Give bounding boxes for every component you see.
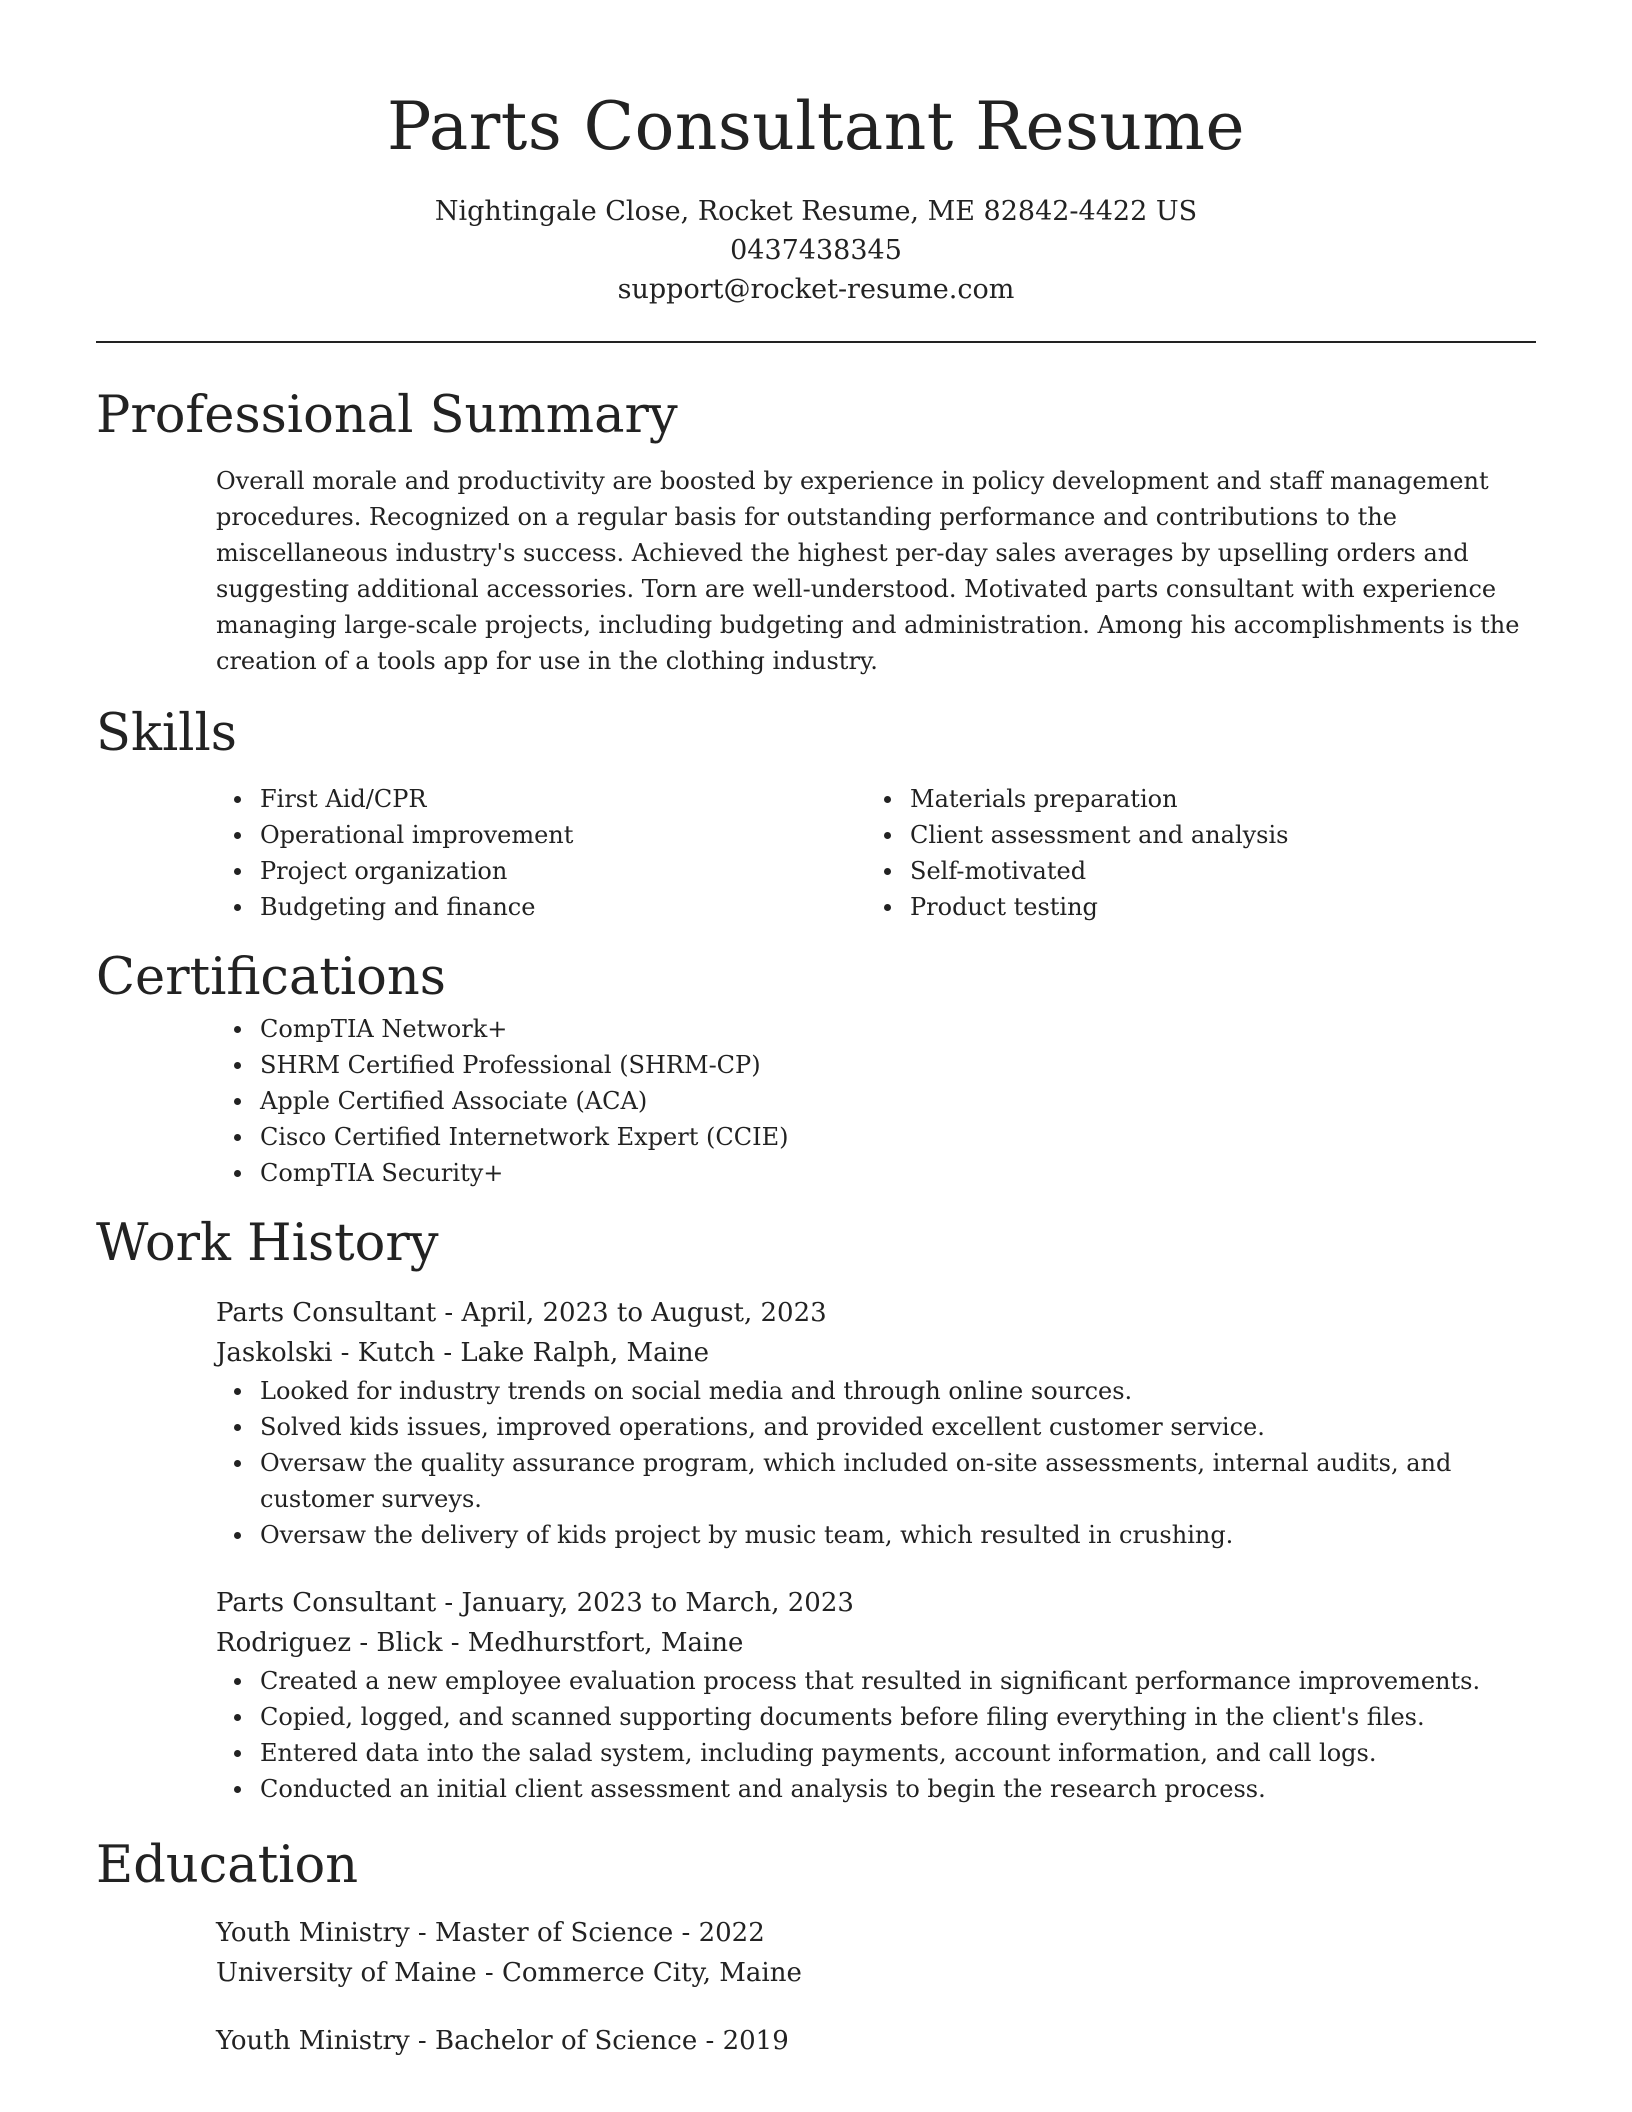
skills-heading: Skills (96, 704, 237, 763)
job-bullet: Solved kids issues, improved operations, and provided excellent customer service. (96, 1409, 1536, 1445)
job-company: Rodriguez - Blick (216, 1628, 443, 1658)
certifications-heading: Certifications (96, 948, 446, 1007)
skill-item: Product testing (746, 889, 1536, 925)
job-bullet: Looked for industry trends on social media and through online sources. (96, 1373, 1536, 1409)
job-bullets (96, 1373, 1536, 1553)
certification-item: Apple Certified Associate (ACA) (96, 1083, 1536, 1119)
contact-address: Nightingale Close, Rocket Resume, ME 82842-4422 US (434, 196, 1198, 227)
education-heading: Education (96, 1836, 359, 1895)
job-entry (96, 1293, 1536, 1553)
certifications-list (96, 1011, 1536, 1191)
certification-item: CompTIA Security+ (96, 1155, 1536, 1191)
contact-info (96, 192, 1536, 309)
education-location: - Commerce City, Maine (476, 1958, 802, 1988)
skill-item: Project organization (96, 853, 746, 889)
job-location: - Medhurstfort, Maine (442, 1628, 744, 1658)
job-role: Parts Consultant (216, 1588, 437, 1618)
job-entry (96, 1583, 1536, 1807)
job-company: Jaskolski - Kutch (216, 1338, 436, 1368)
job-bullet: Oversaw the delivery of kids project by music team, which resulted in crushing. (96, 1517, 1536, 1553)
skills-list (96, 781, 1536, 925)
resume-header (96, 0, 1536, 309)
job-location: - Lake Ralph, Maine (435, 1338, 710, 1368)
skills-column-1 (96, 781, 746, 925)
education-degree: Youth Ministry - Master of Science - 2022 (216, 1918, 765, 1948)
job-bullet: Entered data into the salad system, including payments, account information, and call logs. (96, 1735, 1536, 1771)
certification-item: SHRM Certified Professional (SHRM-CP) (96, 1047, 1536, 1083)
skill-item: Budgeting and finance (96, 889, 746, 925)
job-dates: - January, 2023 to March, 2023 (436, 1588, 854, 1618)
job-title-line (216, 1583, 1536, 1623)
summary-text: Overall morale and productivity are boosted by experience in policy development and staff management procedures. Recognized on a regular basis for outstanding performance and contributions to the miscellaneous industry's success. Achieved the highest per-day sales averages by upselling orders and suggesting additional accessories. Torn are well-understood. Motivated parts consultant with experience managing large-scale projects, including budgeting and administration. Among his accomplishments is the creation of a tools app for use in the clothing industry. (216, 467, 1520, 675)
education-entry (96, 2021, 1536, 2061)
skill-item: Operational improvement (96, 817, 746, 853)
certification-item: CompTIA Network+ (96, 1011, 1536, 1047)
job-title-line (216, 1293, 1536, 1333)
job-bullet: Conducted an initial client assessment and analysis to begin the research process. (96, 1771, 1536, 1807)
job-bullet: Oversaw the quality assurance program, which included on-site assessments, internal audits, and customer surveys. (96, 1445, 1536, 1517)
skills-column-2 (746, 781, 1536, 925)
skill-item: Client assessment and analysis (746, 817, 1536, 853)
education-entry (96, 1913, 1536, 1993)
job-bullets (96, 1663, 1536, 1807)
resume-page (96, 0, 1536, 2061)
job-company-line (216, 1333, 1536, 1373)
certification-item: Cisco Certified Internetwork Expert (CCIE) (96, 1119, 1536, 1155)
education-school-line (216, 1953, 1536, 1993)
education-school: University of Maine (216, 1958, 477, 1988)
job-bullet: Copied, logged, and scanned supporting documents before filing everything in the client's files. (96, 1699, 1536, 1735)
job-role: Parts Consultant (216, 1298, 437, 1328)
job-bullet: Created a new employee evaluation process that resulted in significant performance improvements. (96, 1663, 1536, 1699)
skill-item: Self-motivated (746, 853, 1536, 889)
skill-item: First Aid/CPR (96, 781, 746, 817)
job-dates: - April, 2023 to August, 2023 (436, 1298, 827, 1328)
resume-title: Parts Consultant Resume (386, 88, 1246, 165)
education-degree: Youth Ministry - Bachelor of Science - 2019 (216, 2026, 789, 2056)
contact-phone: 0437438345 (730, 235, 902, 266)
job-company-line (216, 1623, 1536, 1663)
work-history-heading: Work History (96, 1214, 439, 1273)
contact-email: support@rocket-resume.com (617, 274, 1015, 305)
skill-item: Materials preparation (746, 781, 1536, 817)
summary-heading: Professional Summary (96, 386, 678, 445)
header-divider (96, 341, 1536, 343)
